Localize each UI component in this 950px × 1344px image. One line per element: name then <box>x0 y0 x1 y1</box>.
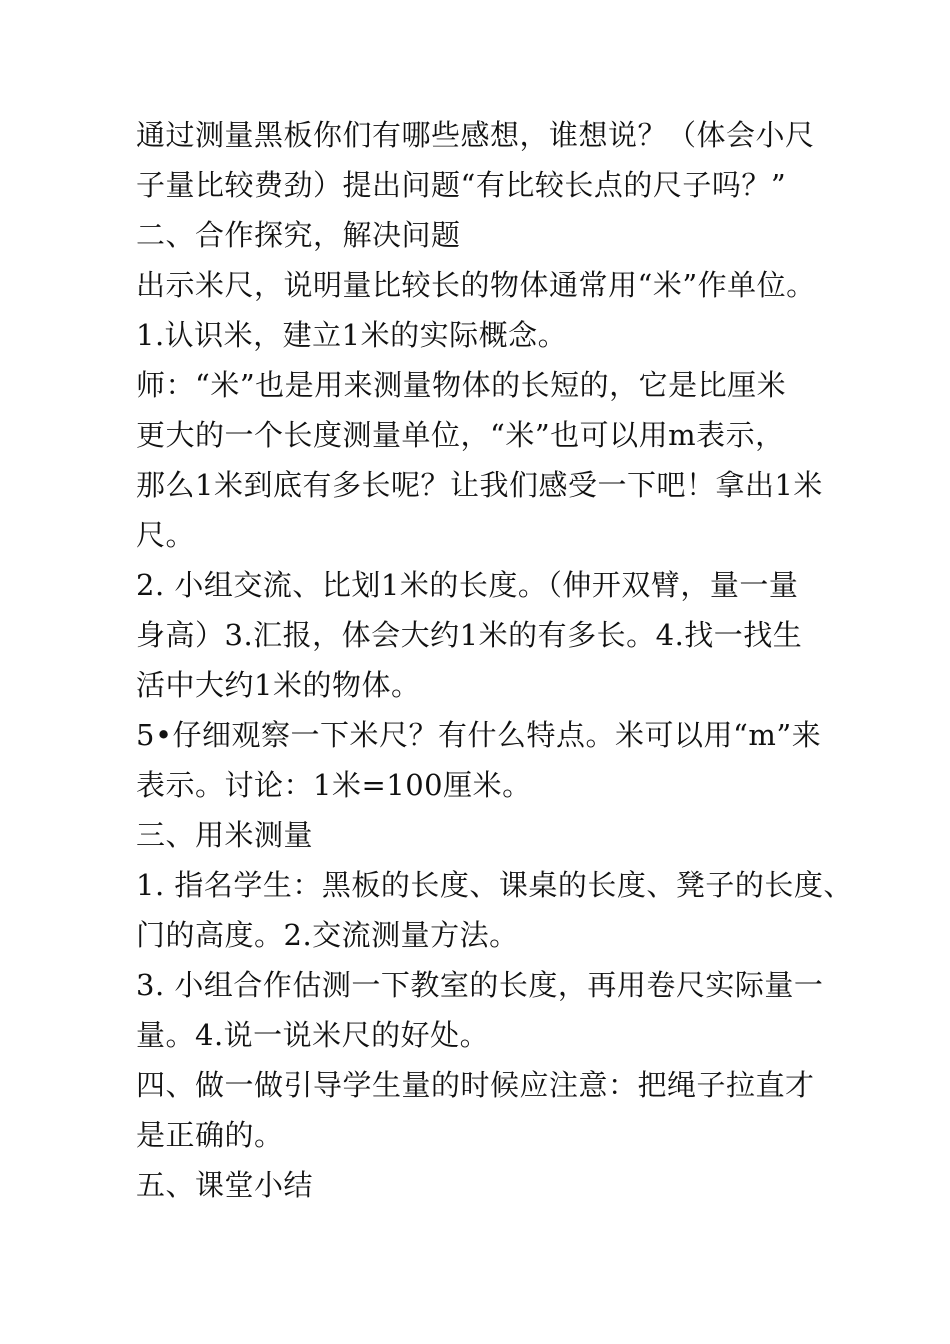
text-line: 身高）3.汇报，体会大约1米的有多长。4.找一找生 <box>136 618 803 652</box>
text-line: 是正确的。 <box>136 1118 284 1152</box>
text-line: 5•仔细观察一下米尺？有什么特点。米可以用“m”来 <box>136 718 822 752</box>
text-line: 通过测量黑板你们有哪些感想，谁想说？（体会小尺 <box>136 118 815 152</box>
text-line: 尺。 <box>136 518 196 552</box>
section-heading: 四、做一做引导学生量的时候应注意：把绳子拉直才 <box>136 1068 815 1102</box>
text-line: 表示。讨论：1米=100厘米。 <box>136 768 532 802</box>
text-line: 门的高度。2.交流测量方法。 <box>136 918 519 952</box>
text-line: 更大的一个长度测量单位，“米”也可以用m表示， <box>136 418 785 452</box>
text-line: 1. 指名学生：黑板的长度、课桌的长度、凳子的长度、 <box>136 868 853 902</box>
text-line: 师：“米”也是用来测量物体的长短的，它是比厘米 <box>136 368 787 402</box>
text-line: 那么1米到底有多长呢？让我们感受一下吧！拿出1米 <box>136 468 823 502</box>
text-line: 1.认识米，建立1米的实际概念。 <box>136 318 568 352</box>
text-line: 出示米尺，说明量比较长的物体通常用“米”作单位。 <box>136 268 816 302</box>
document-body <box>136 110 853 1210</box>
text-line: 子量比较费劲）提出问题“有比较长点的尺子吗？” <box>136 168 787 202</box>
text-line: 3. 小组合作估测一下教室的长度，再用卷尺实际量一 <box>136 968 824 1002</box>
text-line: 活中大约1米的物体。 <box>136 668 421 702</box>
section-heading: 三、用米测量 <box>136 818 314 852</box>
text-line: 2. 小组交流、比划1米的长度。（伸开双臂，量一量 <box>136 568 799 602</box>
text-line: 量。4.说一说米尺的好处。 <box>136 1018 490 1052</box>
section-heading: 五、课堂小结 <box>136 1168 314 1202</box>
section-heading: 二、合作探究，解决问题 <box>136 218 461 252</box>
